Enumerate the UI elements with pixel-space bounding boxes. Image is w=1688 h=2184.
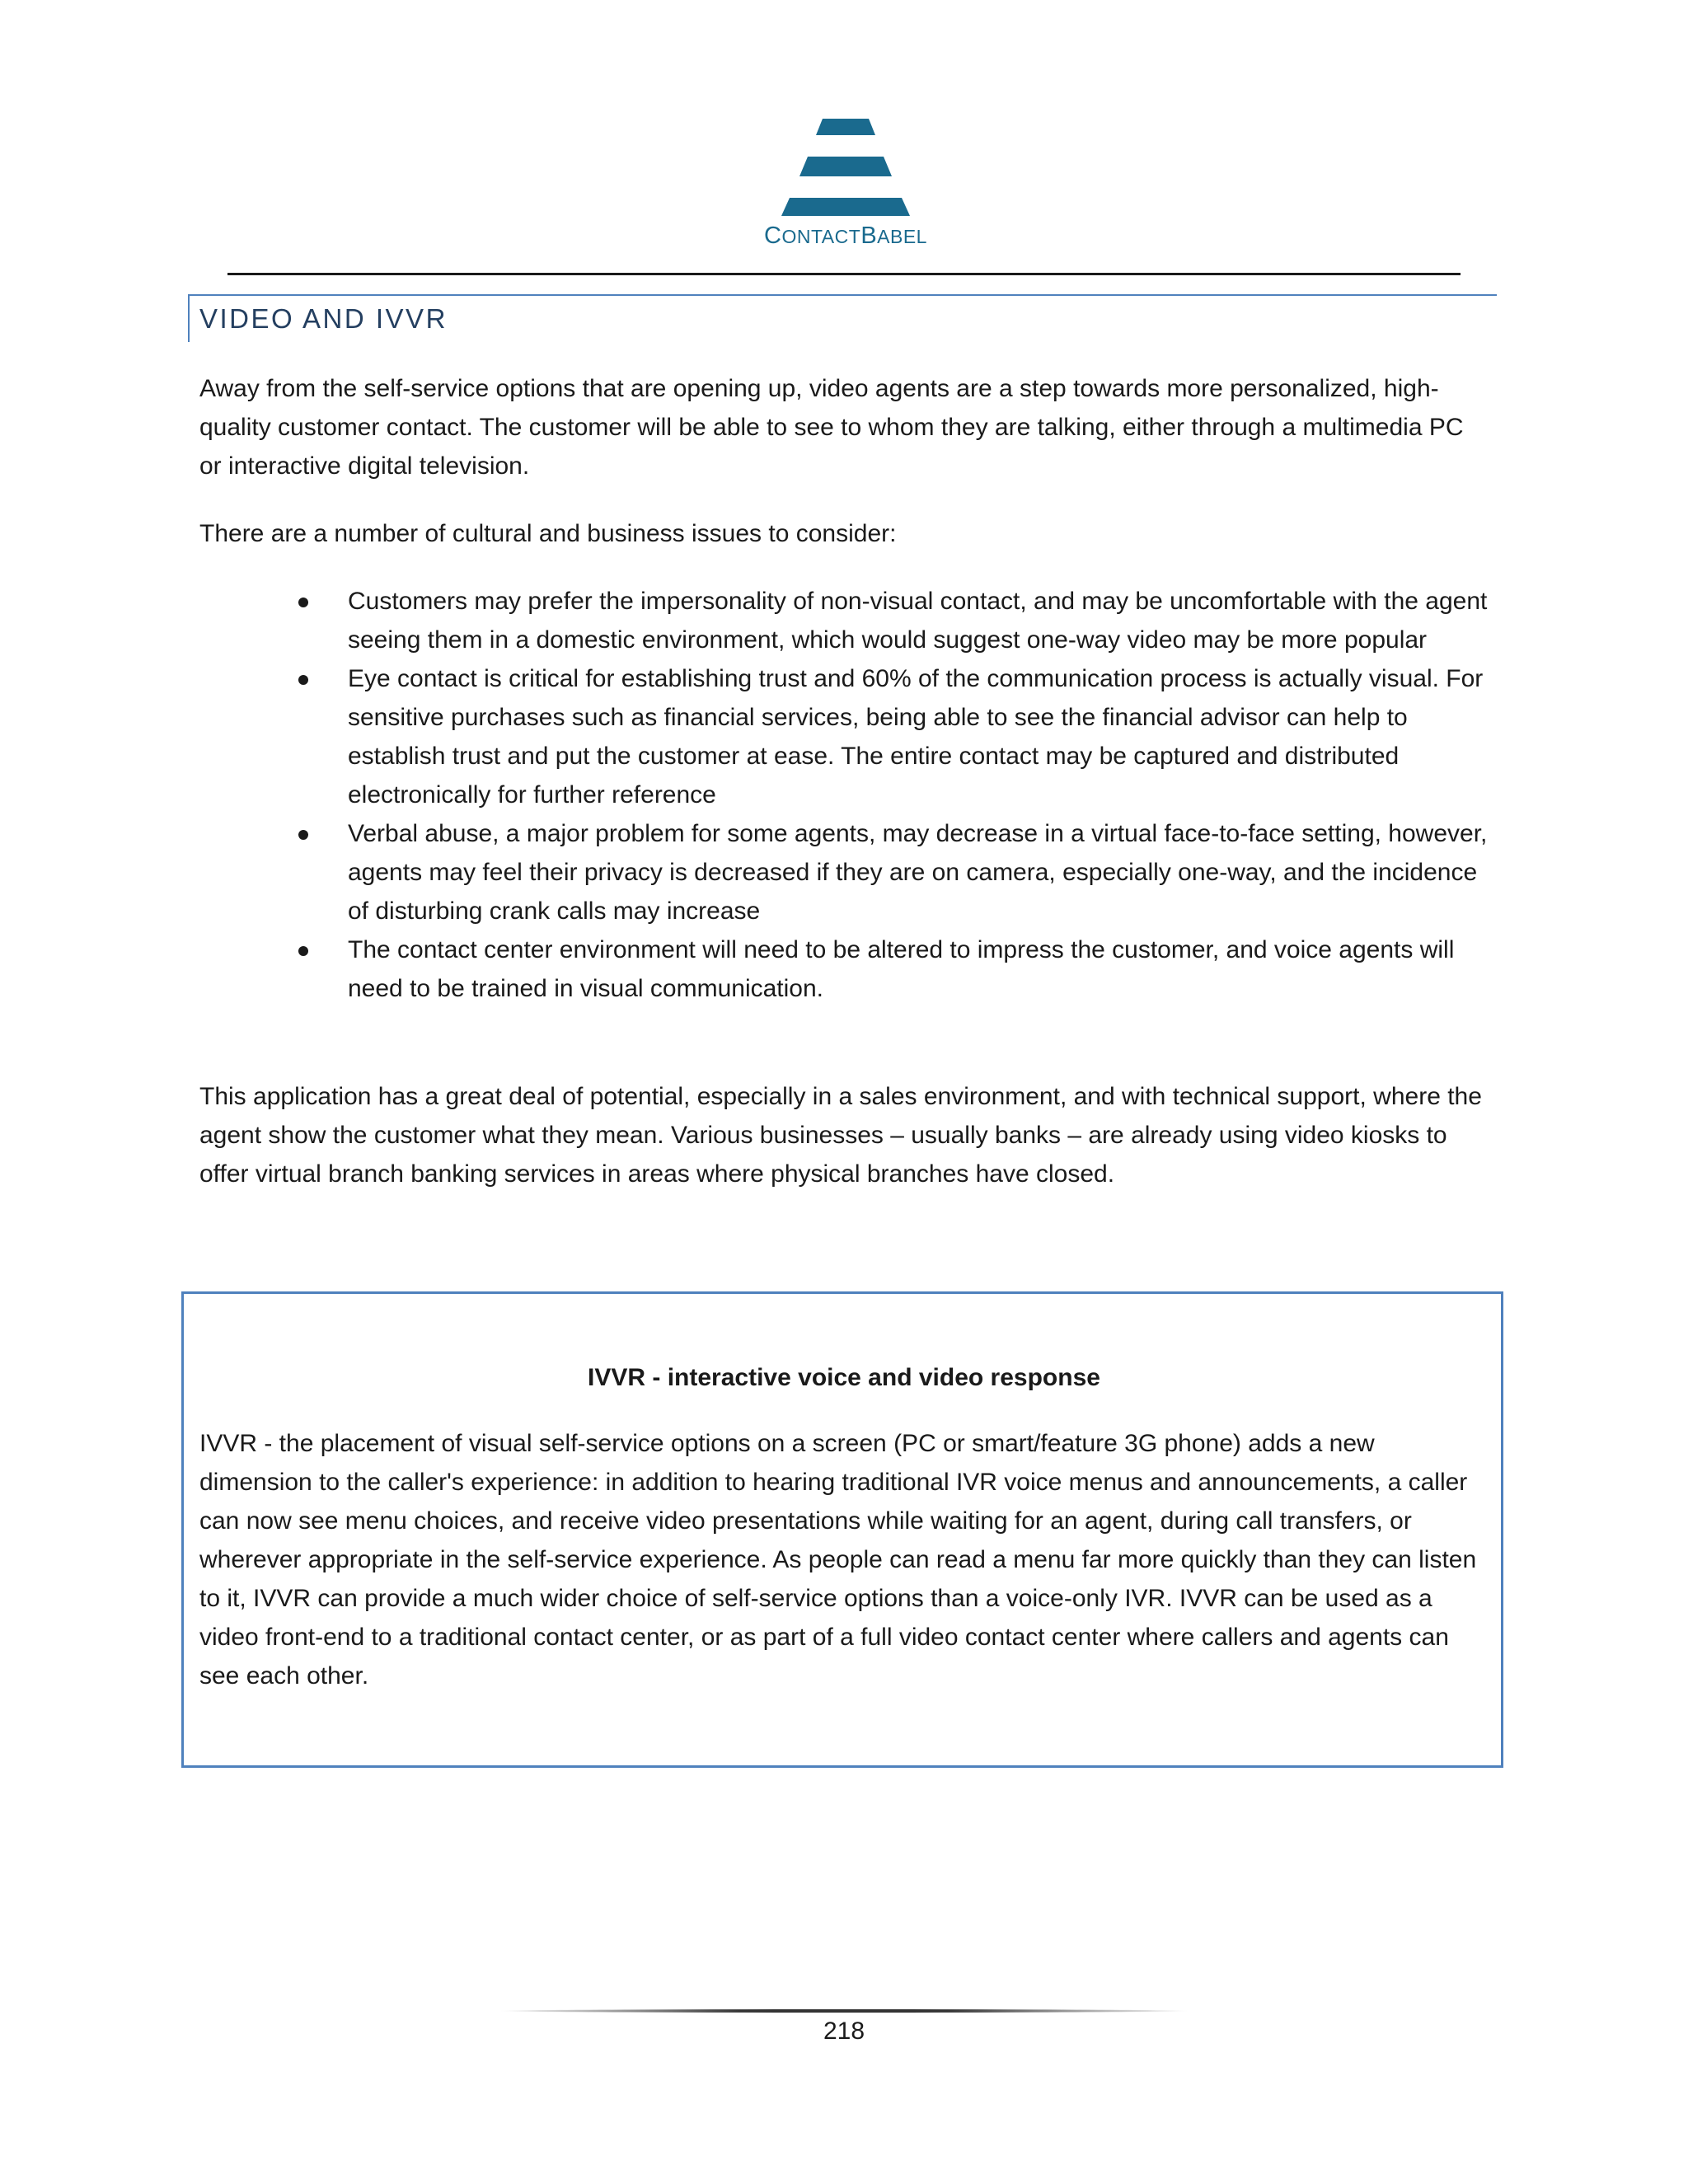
bullet-text: Verbal abuse, a major problem for some agents, may decrease in a virtual face-to-face setting, however, agents may feel their privacy is decreased if they are on camera, especially one-way, and the incidence of disturbing crank calls may increase	[348, 820, 1488, 925]
callout-body: IVVR - the placement of visual self-service options on a screen (PC or smart/feature 3G phone) adds a new dimension to the caller's experience: in addition to hearing traditional IVR voice menus and announcements, a caller can now see menu choices, and receive video presentations while waiting for an agent, during call transfers, or wherever appropriate in the self-service experience. As people can read a menu far more quickly than they can listen to it, IVVR can provide a much wider choice of self-service options than a voice-only IVR. IVVR can be used as a video front-end to a traditional contact center, or as part of a full video contact center where callers and agents can see each other.	[199, 1430, 1477, 1690]
issues-bullet-list	[199, 582, 1492, 1008]
bullet-text: The contact center environment will need to be altered to impress the customer, and voice agents will need to be trained in visual communication.	[348, 936, 1455, 1002]
bullet-text: Eye contact is critical for establishing trust and 60% of the communication process is actually visual. For sensitive purchases such as financial services, being able to see the financial advisor can help to establish trust and put the customer at ease. The entire contact may be captured and distributed electronically for further reference	[348, 665, 1484, 808]
list-item	[199, 930, 1492, 1008]
bullet-icon	[298, 830, 308, 840]
list-item	[199, 659, 1492, 814]
potential-paragraph: This application has a great deal of potential, especially in a sales environment, and with technical support, where the agent show the customer what they mean. Various businesses – usually banks – are already using video kiosks to offer virtual branch banking services in areas where physical branches have closed.	[199, 1083, 1482, 1188]
bullet-icon	[298, 946, 308, 956]
logo-wordmark: CONTACTBABEL	[764, 223, 927, 249]
heading-left-border	[188, 294, 190, 342]
intro-paragraph: Away from the self-service options that are opening up, video agents are a step towards more personalized, high-quality customer contact. The customer will be able to see to whom they are talking, either through a multimedia PC or interactive digital television.	[199, 375, 1464, 480]
bullet-text: Customers may prefer the impersonality of non-visual contact, and may be uncomfortable with the agent seeing them in a domestic environment, which would suggest one-way video may be more popular	[348, 588, 1488, 654]
list-item	[199, 582, 1492, 659]
issues-intro-paragraph: There are a number of cultural and business issues to consider:	[199, 520, 897, 547]
list-item	[199, 814, 1492, 930]
contactbabel-logo	[748, 115, 943, 260]
page-number: 218	[823, 2018, 865, 2045]
callout-title: IVVR - interactive voice and video response	[588, 1364, 1100, 1391]
bullet-icon	[298, 675, 308, 685]
header-divider	[227, 273, 1461, 275]
bullet-icon	[298, 598, 308, 607]
heading-top-border	[188, 294, 1497, 296]
pyramid-logo-icon	[748, 115, 943, 218]
section-heading: VIDEO AND IVVR	[199, 303, 448, 334]
footer-divider	[499, 2009, 1189, 2013]
